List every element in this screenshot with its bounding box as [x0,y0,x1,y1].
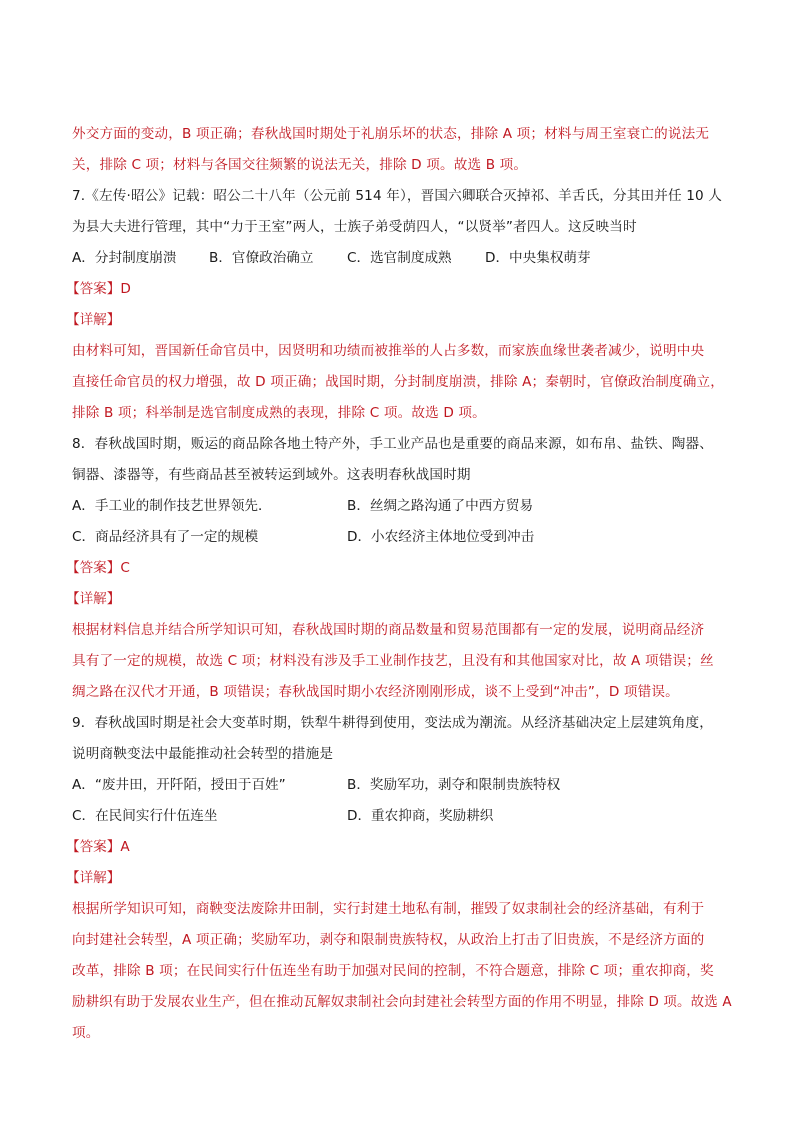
q9-detail-line-3: 改革，排除 B 项；在民间实行什伍连坐有助于加强对民间的控制，不符合题意，排除 C 项；重农抑商，奖 [72,963,714,979]
q7-stem-line-1: 7.《左传·昭公》记载：昭公二十八年（公元前 514 年），晋国六卿联合灭掉祁、羊舌氏，分其田并任 10 人 [72,188,723,204]
q6-explanation-line-1: 外交方面的变动，B 项正确；春秋战国时期处于礼崩乐坏的状态，排除 A 项；材料与周王室衰亡的说法无 [72,126,710,142]
q9-option-b: B．奖励军功，剥夺和限制贵族特权 [347,777,561,793]
q8-stem-line-2: 铜器、漆器等，有些商品甚至被转运到域外。这表明春秋战国时期 [72,467,471,483]
q7-stem-line-2: 为县大夫进行管理，其中“力于王室”两人，士族子弟受荫四人，“以贤举”者四人。这反映当时 [72,219,637,235]
q8-detail-label: 【详解】 [66,591,121,607]
q8-detail-line-3: 绸之路在汉代才开通，B 项错误；春秋战国时期小农经济刚刚形成，谈不上受到“冲击”，D 项错误。 [72,684,679,700]
q8-detail-line-1: 根据材料信息并结合所学知识可知，春秋战国时期的商品数量和贸易范围都有一定的发展，说明商品经济 [72,622,705,638]
q6-explanation-line-2: 关，排除 C 项；材料与各国交往频繁的说法无关，排除 D 项。故选 B 项。 [72,157,528,173]
q7-detail-line-1: 由材料可知，晋国新任命官员中，因贤明和功绩而被推举的人占多数，而家族血缘世袭者减少，说明中央 [72,343,705,359]
q8-detail-line-2: 具有了一定的规模，故选 C 项；材料没有涉及手工业制作技艺，且没有和其他国家对比，故 A 项错误；丝 [72,653,714,669]
q9-answer: 【答案】A [66,839,130,855]
q9-detail-line-4: 励耕织有助于发展农业生产，但在推动瓦解奴隶制社会向封建社会转型方面的作用不明显，排除 D 项。故选 A [72,994,732,1010]
q7-option-d: D．中央集权萌芽 [485,250,591,266]
q8-option-d: D．小农经济主体地位受到冲击 [347,529,535,545]
q7-detail-label: 【详解】 [66,312,121,328]
q8-stem-line-1: 8．春秋战国时期，贩运的商品除各地土特产外，手工业产品也是重要的商品来源，如布帛、盐铁、陶器、 [72,436,714,452]
q7-option-b: B．官僚政治确立 [209,250,314,266]
q9-stem-line-2: 说明商鞅变法中最能推动社会转型的措施是 [72,746,334,762]
q7-option-c: C．选官制度成熟 [347,250,452,266]
q8-answer: 【答案】C [66,560,130,576]
q7-option-a: A．分封制度崩溃 [72,250,177,266]
q9-option-c: C．在民间实行什伍连坐 [72,808,218,824]
q7-answer: 【答案】D [66,281,131,297]
q9-detail-line-5: 项。 [72,1025,100,1041]
q7-detail-line-2: 直接任命官员的权力增强，故 D 项正确；战国时期，分封制度崩溃，排除 A；秦朝时，官僚政治制度确立， [72,374,724,390]
q9-option-d: D．重农抑商，奖励耕织 [347,808,494,824]
q9-detail-label: 【详解】 [66,870,121,886]
q9-option-a: A．“废井田，开阡陌，授田于百姓” [72,777,286,793]
q9-detail-line-1: 根据所学知识可知，商鞅变法废除井田制，实行封建土地私有制，摧毁了奴隶制社会的经济基础，有利于 [72,901,705,917]
q7-detail-line-3: 排除 B 项；科举制是选官制度成熟的表现，排除 C 项。故选 D 项。 [72,405,486,421]
q9-detail-line-2: 向封建社会转型，A 项正确；奖励军功，剥夺和限制贵族特权，从政治上打击了旧贵族，不是经济方面的 [72,932,705,948]
q9-stem-line-1: 9．春秋战国时期是社会大变革时期，铁犁牛耕得到使用，变法成为潮流。从经济基础决定上层建筑角度， [72,715,714,731]
q8-option-c: C．商品经济具有了一定的规模 [72,529,259,545]
q8-option-a: A．手工业的制作技艺世界领先． [72,498,272,514]
q8-option-b: B．丝绸之路沟通了中西方贸易 [347,498,534,514]
